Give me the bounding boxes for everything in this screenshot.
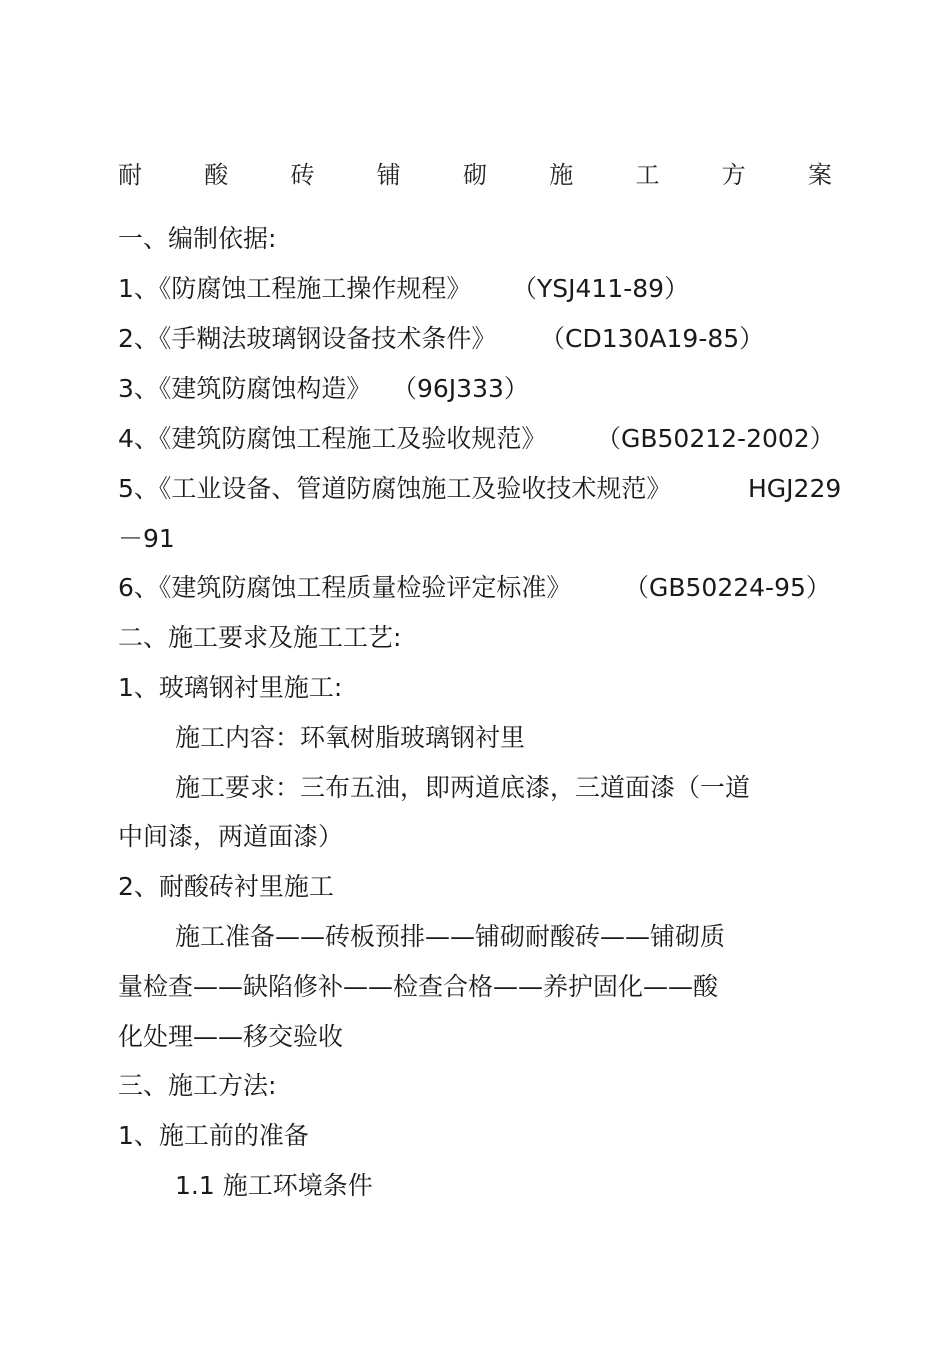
section-heading-1: 一、编制依据: — [118, 224, 277, 253]
document-title — [118, 155, 832, 190]
title-char: 铺 — [376, 161, 401, 189]
process-flow-cont-2: 化处理——移交验收 — [118, 1022, 344, 1051]
reference-5-standard: HGJ229 — [748, 474, 842, 503]
process-flow-cont-1: 量检查——缺陷修补——检查合格——养护固化——酸 — [118, 972, 719, 1001]
reference-1-name: 1、《防腐蚀工程施工操作规程》 — [118, 274, 472, 303]
reference-2-name: 2、《手糊法玻璃钢设备技术条件》 — [118, 324, 497, 353]
reference-3-standard: （96J333） — [392, 374, 529, 403]
subsection-3-1: 1、施工前的准备 — [118, 1121, 309, 1150]
paragraph-content: 施工内容：环氧树脂玻璃钢衬里 — [175, 723, 526, 752]
title-char: 酸 — [204, 161, 229, 189]
subsection-2-2: 2、耐酸砖衬里施工 — [118, 872, 334, 901]
subsection-2-1: 1、玻璃钢衬里施工: — [118, 673, 343, 702]
title-char: 案 — [808, 161, 832, 189]
section-heading-3: 三、施工方法: — [118, 1071, 277, 1100]
subsection-3-1-1: 1.1 施工环境条件 — [175, 1171, 373, 1200]
title-char: 砖 — [290, 161, 315, 189]
reference-6-name: 6、《建筑防腐蚀工程质量检验评定标准》 — [118, 573, 572, 602]
reference-5-continuation: －91 — [118, 524, 175, 553]
reference-4-standard: （GB50212-2002） — [596, 424, 835, 453]
reference-2-standard: （CD130A19-85） — [540, 324, 765, 353]
title-char: 工 — [635, 161, 660, 189]
title-char: 施 — [549, 161, 574, 189]
paragraph-requirements-cont: 中间漆，两道面漆） — [118, 822, 344, 851]
title-char: 方 — [721, 161, 746, 189]
paragraph-requirements: 施工要求：三布五油，即两道底漆，三道面漆（一道 — [175, 773, 751, 802]
reference-4-name: 4、《建筑防腐蚀工程施工及验收规范》 — [118, 424, 547, 453]
reference-3-name: 3、《建筑防腐蚀构造》 — [118, 374, 372, 403]
reference-5-name: 5、《工业设备、管道防腐蚀施工及验收技术规范》 — [118, 474, 672, 503]
section-heading-2: 二、施工要求及施工工艺: — [118, 623, 402, 652]
reference-1-standard: （YSJ411-89） — [512, 274, 690, 303]
process-flow: 施工准备——砖板预排——铺砌耐酸砖——铺砌质 — [175, 922, 726, 951]
reference-6-standard: （GB50224-95） — [624, 573, 831, 602]
title-char: 砌 — [463, 161, 487, 189]
title-char: 耐 — [118, 161, 142, 189]
